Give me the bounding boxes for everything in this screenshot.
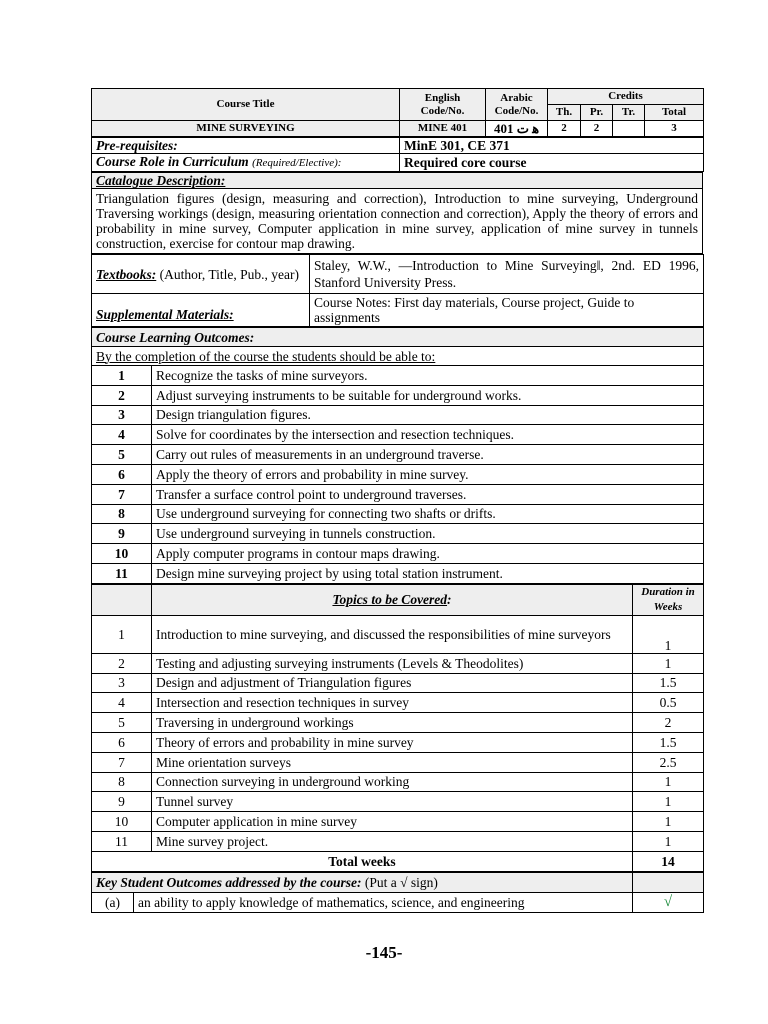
check-mark-icon: √ xyxy=(633,892,704,912)
catalogue-label-row xyxy=(92,173,703,189)
topic-weeks: 1 xyxy=(633,772,704,792)
catalogue-text: Triangulation figures (design, measuring and correction), Introduction to mine surveying, Underground Traversing workings (design, measuring orientation connection and correction), Apply the theory of errors and probability in mine survey, Computer application in mine survey, application of mine survey in tunnels construction, exercise for contour map drawing. xyxy=(92,189,703,254)
role-hint: (Required/Elective): xyxy=(252,157,342,169)
textbooks-cell xyxy=(92,255,310,294)
student-outcomes-hint: (Put a √ sign) xyxy=(364,874,438,890)
total-label: Total weeks xyxy=(92,851,633,871)
course-title-label: Course Title xyxy=(92,89,400,121)
outcome-row xyxy=(92,385,704,405)
outcome-number: 2 xyxy=(92,385,152,405)
topic-number: 7 xyxy=(92,752,152,772)
prereq-label: Pre-requisites: xyxy=(92,138,400,154)
topic-text: Introduction to mine surveying, and discussed the responsibilities of mine surveyors xyxy=(152,615,633,653)
credit-tr xyxy=(613,121,645,137)
page-number: -145- xyxy=(365,943,403,962)
role-label: Course Role in Curriculum xyxy=(96,154,249,169)
outcome-number: 9 xyxy=(92,524,152,544)
outcome-row xyxy=(92,504,704,524)
topic-text: Mine orientation surveys xyxy=(152,752,633,772)
textbooks-label: Textbooks: xyxy=(96,266,157,282)
outcome-number: 3 xyxy=(92,405,152,425)
outcome-number: 11 xyxy=(92,563,152,583)
outcomes-table xyxy=(91,327,704,584)
catalogue-text-row xyxy=(92,189,703,254)
topics-label: Topics to be Covered xyxy=(332,592,448,608)
topic-weeks: 1.5 xyxy=(633,673,704,693)
topic-number: 11 xyxy=(92,831,152,851)
supplemental-label: Supplemental Materials: xyxy=(92,294,310,327)
topic-number: 5 xyxy=(92,713,152,733)
topic-list xyxy=(92,615,704,851)
student-outcome-row xyxy=(92,892,704,912)
topic-row xyxy=(92,693,704,713)
topic-row xyxy=(92,812,704,832)
english-code: MINE 401 xyxy=(400,121,486,137)
outcome-row xyxy=(92,544,704,564)
topic-number: 2 xyxy=(92,653,152,673)
materials-table xyxy=(91,254,704,327)
outcome-row xyxy=(92,484,704,504)
topic-number: 10 xyxy=(92,812,152,832)
header-row-values xyxy=(92,121,704,137)
outcomes-intro: By the completion of the course the students should be able to: xyxy=(92,347,704,366)
outcome-text: Design mine surveying project by using total station instrument. xyxy=(152,563,704,583)
outcome-text: Carry out rules of measurements in an underground traverse. xyxy=(152,445,704,465)
outcome-number: 7 xyxy=(92,484,152,504)
outcome-list xyxy=(92,366,704,584)
topic-row xyxy=(92,653,704,673)
topic-weeks: 1 xyxy=(633,792,704,812)
outcome-row xyxy=(92,405,704,425)
credit-col-tr: Tr. xyxy=(613,105,645,121)
topics-header-spacer xyxy=(92,584,152,615)
outcome-number: 5 xyxy=(92,445,152,465)
student-outcomes-label: Key Student Outcomes addressed by the course: xyxy=(96,874,362,890)
prereq-value: MinE 301, CE 371 xyxy=(400,138,704,154)
credit-th: 2 xyxy=(548,121,581,137)
topic-weeks: 0.5 xyxy=(633,693,704,713)
outcome-text: Recognize the tasks of mine surveyors. xyxy=(152,366,704,386)
total-value: 14 xyxy=(633,851,704,871)
topics-header-row xyxy=(92,584,704,615)
topic-text: Intersection and resection techniques in survey xyxy=(152,693,633,713)
outcome-text: Solve for coordinates by the intersection and resection techniques. xyxy=(152,425,704,445)
student-outcomes-label-cell xyxy=(92,872,633,892)
topic-number: 1 xyxy=(92,615,152,653)
role-value: Required core course xyxy=(400,154,704,172)
topic-text: Theory of errors and probability in mine survey xyxy=(152,732,633,752)
credit-total: 3 xyxy=(645,121,704,137)
credit-col-total: Total xyxy=(645,105,704,121)
topic-text: Tunnel survey xyxy=(152,792,633,812)
outcome-number: 10 xyxy=(92,544,152,564)
outcome-row xyxy=(92,464,704,484)
topic-number: 6 xyxy=(92,732,152,752)
outcome-text: Use underground surveying for connecting two shafts or drifts. xyxy=(152,504,704,524)
outcome-text: Apply computer programs in contour maps drawing. xyxy=(152,544,704,564)
role-cell xyxy=(92,154,400,172)
topic-text: Traversing in underground workings xyxy=(152,713,633,733)
topic-number: 9 xyxy=(92,792,152,812)
topic-text: Computer application in mine survey xyxy=(152,812,633,832)
outcomes-label: Course Learning Outcomes: xyxy=(92,328,704,347)
topics-label-cell: Topics to be Covered: xyxy=(152,584,633,615)
student-outcome-key: (a) xyxy=(92,892,134,912)
topic-weeks: 1 xyxy=(633,615,704,653)
topic-text: Connection surveying in underground working xyxy=(152,772,633,792)
header-row-top xyxy=(92,89,704,105)
course-spec xyxy=(91,88,703,913)
topics-table xyxy=(91,584,704,872)
outcome-row xyxy=(92,563,704,583)
total-row xyxy=(92,851,704,871)
english-code-label: English Code/No. xyxy=(400,89,486,121)
textbooks-row xyxy=(92,255,704,294)
student-outcomes-table xyxy=(91,872,704,913)
topic-weeks: 1 xyxy=(633,653,704,673)
catalogue-table xyxy=(91,172,703,254)
student-outcome-list xyxy=(92,892,704,912)
textbooks-value: Staley, W.W., ―Introduction to Mine Surveying‖, 2nd. ED 1996, Stanford University Press. xyxy=(310,255,704,294)
arabic-code: 401 ﻫ ﺕ xyxy=(486,121,548,137)
outcome-text: Apply the theory of errors and probability in mine survey. xyxy=(152,464,704,484)
topic-weeks: 2 xyxy=(633,713,704,733)
header-table xyxy=(91,88,704,137)
topic-text: Mine survey project. xyxy=(152,831,633,851)
topic-row xyxy=(92,792,704,812)
topic-weeks: 1.5 xyxy=(633,732,704,752)
topic-row xyxy=(92,732,704,752)
topic-number: 3 xyxy=(92,673,152,693)
outcome-row xyxy=(92,524,704,544)
outcome-text: Transfer a surface control point to underground traverses. xyxy=(152,484,704,504)
topic-weeks: 1 xyxy=(633,812,704,832)
student-outcomes-label-row xyxy=(92,872,704,892)
supplemental-row xyxy=(92,294,704,327)
topic-text: Design and adjustment of Triangulation figures xyxy=(152,673,633,693)
credit-pr: 2 xyxy=(581,121,613,137)
arabic-code-label: Arabic Code/No. xyxy=(486,89,548,121)
prereq-row xyxy=(92,138,704,154)
topic-row xyxy=(92,752,704,772)
topic-row xyxy=(92,673,704,693)
topic-text: Testing and adjusting surveying instruments (Levels & Theodolites) xyxy=(152,653,633,673)
prereq-table xyxy=(91,137,704,172)
outcome-text: Design triangulation figures. xyxy=(152,405,704,425)
outcome-text: Adjust surveying instruments to be suitable for underground works. xyxy=(152,385,704,405)
student-outcomes-mark-header xyxy=(633,872,704,892)
topic-number: 4 xyxy=(92,693,152,713)
outcome-row xyxy=(92,445,704,465)
supplemental-value: Course Notes: First day materials, Course project, Guide to assignments xyxy=(310,294,704,327)
catalogue-label: Catalogue Description: xyxy=(92,173,703,189)
credits-label: Credits xyxy=(548,89,704,105)
outcome-text: Use underground surveying in tunnels construction. xyxy=(152,524,704,544)
outcomes-intro-row xyxy=(92,347,704,366)
student-outcome-text: an ability to apply knowledge of mathematics, science, and engineering xyxy=(134,892,633,912)
outcome-number: 1 xyxy=(92,366,152,386)
outcome-number: 6 xyxy=(92,464,152,484)
topic-number: 8 xyxy=(92,772,152,792)
topic-weeks: 2.5 xyxy=(633,752,704,772)
duration-label: Duration in Weeks xyxy=(633,584,704,615)
outcomes-label-row xyxy=(92,328,704,347)
topic-row xyxy=(92,615,704,653)
credit-col-pr: Pr. xyxy=(581,105,613,121)
topic-row xyxy=(92,831,704,851)
outcome-number: 4 xyxy=(92,425,152,445)
topic-row xyxy=(92,772,704,792)
course-title: MINE SURVEYING xyxy=(92,121,400,137)
role-row xyxy=(92,154,704,172)
topic-weeks: 1 xyxy=(633,831,704,851)
outcome-row xyxy=(92,425,704,445)
outcome-row xyxy=(92,366,704,386)
topic-row xyxy=(92,713,704,733)
textbooks-hint: (Author, Title, Pub., year) xyxy=(159,266,299,282)
outcome-number: 8 xyxy=(92,504,152,524)
credit-col-th: Th. xyxy=(548,105,581,121)
